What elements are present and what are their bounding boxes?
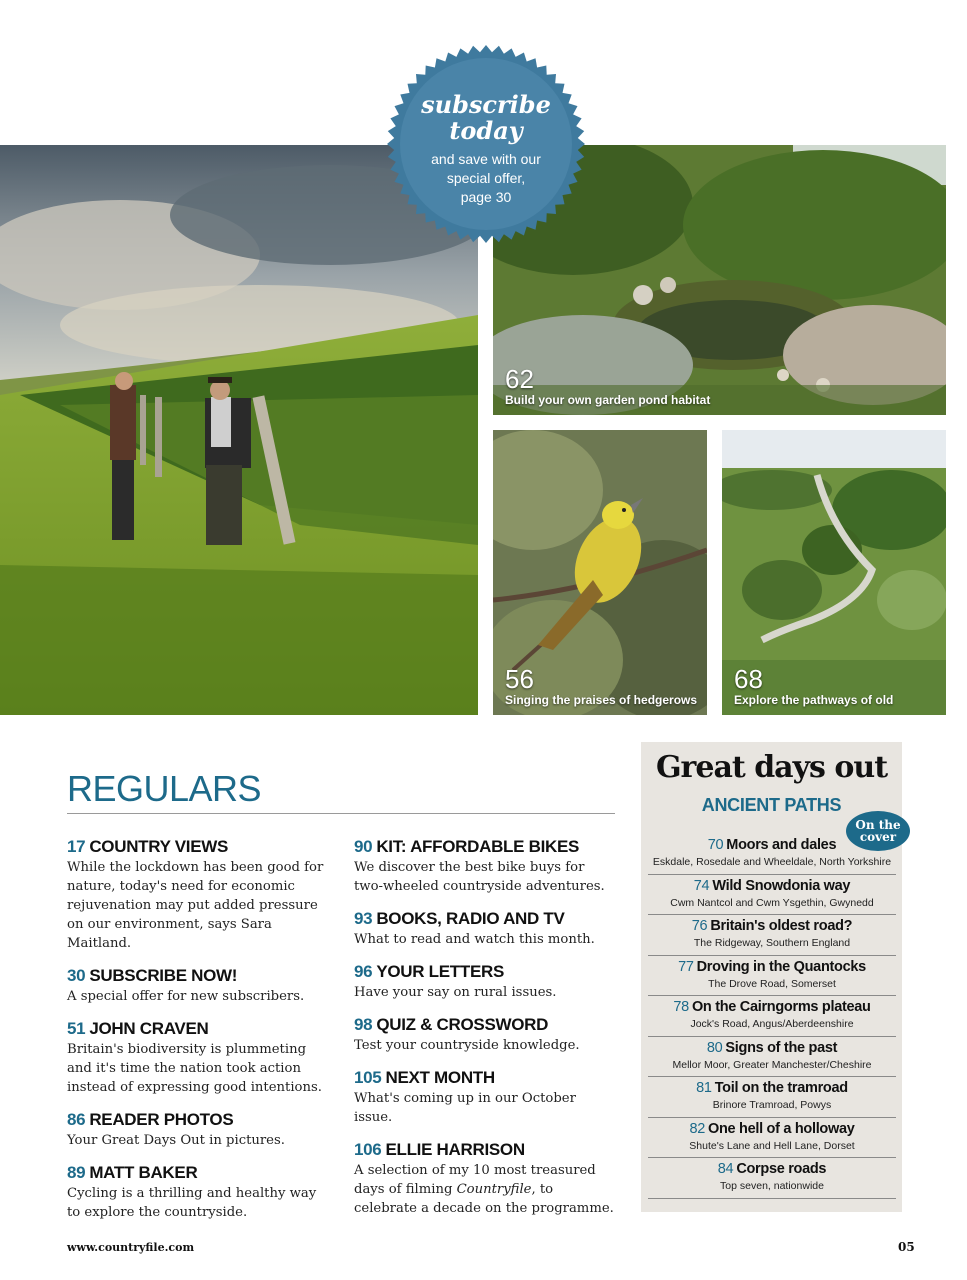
gdo-item-signs-of-past[interactable] (648, 1037, 896, 1078)
gdo-page-number: 81 (696, 1080, 712, 1096)
regular-item-john-craven[interactable] (67, 1018, 329, 1097)
great-days-out-subtitle: ANCIENT PATHS (701, 795, 842, 815)
gdo-item-title: Toil on the tramroad (714, 1080, 848, 1096)
item-page-number: 89 (67, 1163, 86, 1182)
gdo-item-location: The Ridgeway, Southern England (693, 937, 851, 949)
bird-photo (493, 430, 707, 715)
badge-title-line2: today (449, 116, 523, 145)
item-title: QUIZ & CROSSWORD (376, 1015, 549, 1034)
regulars-divider (67, 813, 615, 814)
gdo-item-title: Wild Snowdonia way (712, 877, 851, 894)
description-part: , to celebrate a decade on the programme. (354, 1182, 614, 1216)
item-description: Britain's biodiversity is plummeting and it's time the nation took action instead of expressing good intentions. (67, 1042, 322, 1095)
footer-url[interactable]: www.countryfile.com (67, 1241, 195, 1254)
great-days-out-title: Great days out (655, 750, 888, 785)
item-title: BOOKS, RADIO AND TV (376, 909, 565, 928)
regular-item-kit-bikes[interactable] (354, 836, 616, 896)
description-part: A selection of my 10 most treasured days of filming (354, 1163, 596, 1197)
regulars-column-2 (354, 836, 616, 1230)
gdo-item-wild-snowdonia[interactable] (648, 875, 896, 916)
item-page-number: 98 (354, 1015, 373, 1034)
gdo-item-tramroad[interactable] (648, 1077, 896, 1118)
item-page-number: 17 (67, 837, 86, 856)
gdo-item-title: Britain's oldest road? (710, 918, 853, 934)
item-title: COUNTRY VIEWS (89, 837, 229, 856)
regulars-column-1 (67, 836, 329, 1234)
path-photo (722, 430, 946, 715)
gdo-item-location: Mellor Moor, Greater Manchester/Cheshire (672, 1058, 872, 1071)
item-title: SUBSCRIBE NOW! (89, 966, 238, 985)
gdo-page-number: 76 (691, 918, 708, 934)
item-description (354, 1161, 616, 1218)
gdo-item-title: Signs of the past (725, 1039, 838, 1056)
regulars-heading: REGULARS (67, 768, 262, 809)
item-description: What to read and watch this month. (354, 932, 595, 947)
gdo-item-title: Corpse roads (736, 1161, 827, 1177)
item-title: READER PHOTOS (89, 1110, 234, 1129)
path-caption (734, 666, 893, 707)
pond-caption-text: Build your own garden pond habitat (505, 393, 711, 407)
item-title: JOHN CRAVEN (89, 1019, 209, 1038)
regular-item-subscribe-now[interactable] (67, 965, 329, 1006)
gdo-item-holloway[interactable] (648, 1118, 896, 1159)
on-the-cover-line1: On the (855, 818, 901, 832)
gdo-page-number: 74 (693, 877, 710, 894)
footer-page-number: 05 (898, 1240, 915, 1254)
regular-item-books-radio-tv[interactable] (354, 908, 616, 949)
regular-item-ellie-harrison[interactable] (354, 1139, 616, 1218)
gdo-page-number: 82 (689, 1120, 706, 1137)
item-title: YOUR LETTERS (376, 962, 504, 981)
item-title: KIT: AFFORDABLE BIKES (376, 837, 580, 856)
gdo-page-number: 77 (678, 958, 694, 975)
item-title: ELLIE HARRISON (385, 1140, 525, 1159)
gdo-item-location: Cwm Nantcol and Cwm Ysgethin, Gwynedd (670, 896, 874, 909)
item-page-number: 105 (354, 1068, 382, 1087)
great-days-out-list (648, 834, 896, 1199)
regular-item-country-views[interactable] (67, 836, 329, 953)
gdo-page-number: 80 (706, 1039, 723, 1056)
badge-text-line2: special offer, (446, 170, 526, 186)
regular-item-your-letters[interactable] (354, 961, 616, 1002)
gdo-item-location: Shute's Lane and Hell Lane, Dorset (689, 1139, 855, 1152)
gdo-page-number: 78 (673, 999, 689, 1015)
gdo-item-title: Droving in the Quantocks (696, 958, 866, 975)
item-page-number: 51 (67, 1019, 86, 1038)
pond-caption (505, 366, 710, 407)
on-the-cover-badge (846, 811, 910, 851)
item-description: While the lockdown has been good for nature, today's need for economic rejuvenation may put added pressure on our environment, says Sara Maitland. (67, 860, 324, 951)
on-the-cover-line2: cover (859, 830, 897, 844)
gdo-page-number: 84 (717, 1161, 734, 1177)
item-description: Have your say on rural issues. (354, 985, 557, 1000)
gdo-item-location: Eskdale, Rosedale and Wheeldale, North Yorkshire (652, 856, 892, 868)
item-description: Cycling is a thrilling and healthy way to explore the countryside. (67, 1186, 317, 1220)
path-page-number: 68 (734, 664, 763, 694)
gdo-item-cairngorms[interactable] (648, 996, 896, 1037)
gdo-item-title: Moors and dales (726, 837, 837, 853)
badge-title-line1: subscribe (421, 90, 551, 119)
gdo-item-title: One hell of a holloway (708, 1120, 855, 1137)
item-page-number: 93 (354, 909, 373, 928)
gdo-item-title: On the Cairngorms plateau (691, 999, 871, 1015)
bird-caption-text: Singing the praises of hedgerows (505, 693, 698, 707)
item-page-number: 96 (354, 962, 373, 981)
regular-item-quiz-crossword[interactable] (354, 1014, 616, 1055)
gdo-item-location: Top seven, nationwide (720, 1180, 824, 1192)
gdo-item-location: Jock's Road, Angus/Aberdeenshire (690, 1018, 854, 1030)
regular-item-matt-baker[interactable] (67, 1162, 329, 1222)
gdo-item-location: The Drove Road, Somerset (708, 977, 836, 990)
item-page-number: 90 (354, 837, 373, 856)
item-description: Test your countryside knowledge. (354, 1038, 580, 1053)
item-page-number: 30 (67, 966, 86, 985)
badge-text-line3: page 30 (460, 189, 512, 205)
badge-text-line1: and save with our (431, 151, 541, 167)
gdo-item-droving-quantocks[interactable] (648, 956, 896, 997)
item-title: MATT BAKER (89, 1163, 198, 1182)
gdo-page-number: 70 (707, 837, 724, 853)
subscribe-badge[interactable] (386, 44, 586, 244)
regular-item-reader-photos[interactable] (67, 1109, 329, 1150)
item-description: A special offer for new subscribers. (67, 989, 305, 1004)
regular-item-next-month[interactable] (354, 1067, 616, 1127)
bird-caption (505, 666, 697, 707)
gdo-item-oldest-road[interactable] (648, 915, 896, 956)
gdo-item-corpse-roads[interactable] (648, 1158, 896, 1199)
description-emphasis: Countryfile (456, 1182, 532, 1197)
path-caption-text: Explore the pathways of old (734, 693, 894, 707)
item-page-number: 106 (354, 1140, 382, 1159)
item-description: Your Great Days Out in pictures. (67, 1133, 285, 1148)
item-description: We discover the best bike buys for two-wheeled countryside adventures. (354, 860, 605, 894)
item-description: What's coming up in our October issue. (354, 1091, 576, 1125)
bird-page-number: 56 (505, 664, 534, 694)
item-page-number: 86 (67, 1110, 86, 1129)
item-title: NEXT MONTH (385, 1068, 495, 1087)
gdo-item-location: Brinore Tramroad, Powys (712, 1099, 832, 1111)
pond-page-number: 62 (505, 364, 534, 394)
